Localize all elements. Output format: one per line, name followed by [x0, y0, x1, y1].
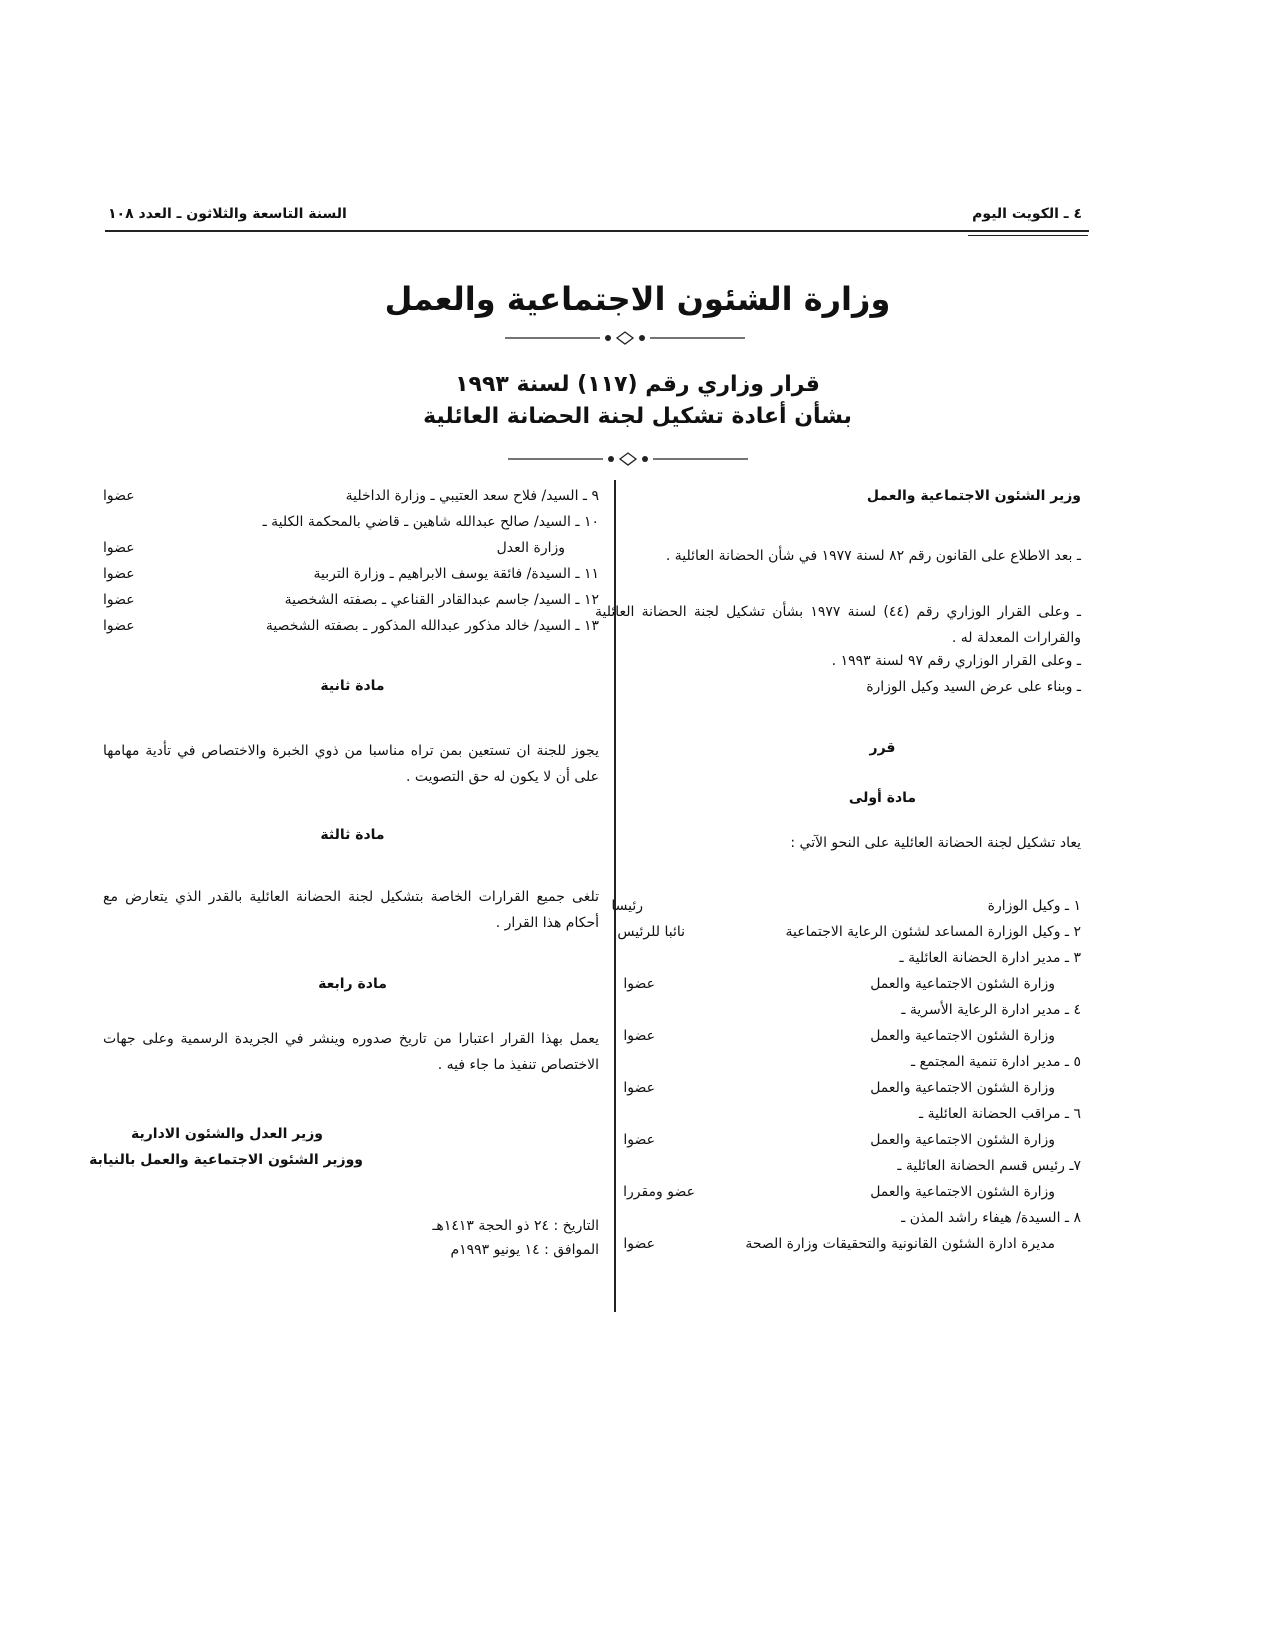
- signatory-line-2: ووزير الشئون الاجتماعية والعمل بالنيابة: [89, 1152, 363, 1168]
- article-3-text: تلغى جميع القرارات الخاصة بتشكيل لجنة الحضانة العائلية بالقدر الذي يتعارض مع أحكام هذا القرار .: [103, 889, 599, 931]
- signatory-line-1: وزير العدل والشئون الادارية: [130, 1126, 323, 1142]
- member-role: عضوا: [103, 566, 135, 582]
- member-name: ٦ ـ مراقب الحضانة العائلية ـ: [919, 1106, 1081, 1122]
- member-name: وزارة الشئون الاجتماعية والعمل: [870, 976, 1055, 992]
- member-name: ٤ ـ مدير ادارة الرعاية الأسرية ـ: [901, 1002, 1081, 1018]
- article-2-heading: مادة ثانية: [320, 678, 385, 694]
- preamble-4: ـ وبناء على عرض السيد وكيل الوزارة: [866, 679, 1081, 695]
- member-name: ٣ ـ مدير ادارة الحضانة العائلية ـ: [899, 950, 1081, 966]
- date-gregorian: الموافق : ١٤ يونيو ١٩٩٣م: [450, 1242, 599, 1258]
- preamble-1: ـ بعد الاطلاع على القانون رقم ٨٢ لسنة ١٩٧٧ في شأن الحضانة العائلية .: [665, 548, 1081, 564]
- preamble-3: ـ وعلى القرار الوزاري رقم ٩٧ لسنة ١٩٩٣ .: [831, 653, 1081, 669]
- date-hijri: التاريخ : ٢٤ ذو الحجة ١٤١٣هـ: [432, 1218, 599, 1234]
- member-name: وزارة الشئون الاجتماعية والعمل: [870, 1080, 1055, 1096]
- preamble-2: ـ وعلى القرار الوزاري رقم (٤٤) لسنة ١٩٧٧ بشأن تشكيل لجنة الحضانة العائلية والقرارات المعدلة له .: [595, 604, 1081, 646]
- article-2-text: يجوز للجنة ان تستعين بمن تراه مناسبا من ذوي الخبرة والاختصاص في تأدية مهامها على أن لا يكون له حق التصويت .: [103, 743, 599, 785]
- member-role: نائبا للرئيس: [617, 924, 685, 940]
- member-role: رئيسا: [611, 898, 643, 914]
- decree-title: قرار وزاري رقم (١١٧) لسنة ١٩٩٣: [455, 372, 820, 397]
- member-role: عضوا: [623, 1236, 655, 1252]
- member-name: ٩ ـ السيد/ فلاح سعد العتيبي ـ وزارة الداخلية: [345, 488, 599, 504]
- ornament-divider: [505, 331, 745, 345]
- page-title: ٤ ـ الكويت اليوم: [972, 206, 1082, 222]
- ministry-title: وزارة الشئون الاجتماعية والعمل: [384, 280, 891, 318]
- decided-heading: قرر: [869, 740, 896, 756]
- member-name: ١٢ ـ السيد/ جاسم عبدالقادر القناعي ـ بصفته الشخصية: [284, 592, 599, 608]
- article-4-heading: مادة رابعة: [318, 976, 387, 992]
- member-role: عضوا: [103, 488, 135, 504]
- member-name: ٢ ـ وكيل الوزارة المساعد لشئون الرعاية الاجتماعية: [785, 924, 1081, 940]
- member-name: ١٣ ـ السيد/ خالد مذكور عبدالله المذكور ـ بصفته الشخصية: [265, 618, 599, 634]
- member-role: عضو ومقررا: [623, 1184, 695, 1200]
- member-name: وزارة الشئون الاجتماعية والعمل: [870, 1184, 1055, 1200]
- member-name: ١١ ـ السيدة/ فائقة يوسف الابراهيم ـ وزارة التربية: [313, 566, 599, 582]
- member-role: عضوا: [103, 540, 135, 556]
- header-rule-short: [968, 235, 1088, 236]
- ornament-divider-2: [508, 452, 748, 466]
- member-name: وزارة الشئون الاجتماعية والعمل: [870, 1132, 1055, 1148]
- article-1-heading: مادة أولى: [848, 790, 917, 806]
- member-name: ٨ ـ السيدة/ هيفاء راشد المذن ـ: [901, 1210, 1081, 1226]
- member-name: ٧ـ رئيس قسم الحضانة العائلية ـ: [897, 1158, 1081, 1174]
- article-1-text: يعاد تشكيل لجنة الحضانة العائلية على النحو الآتي :: [790, 835, 1081, 851]
- member-role: عضوا: [623, 1132, 655, 1148]
- issuer: وزير الشئون الاجتماعية والعمل: [866, 488, 1081, 504]
- article-4-text: يعمل بهذا القرار اعتبارا من تاريخ صدوره وينشر في الجريدة الرسمية وعلى جهات الاختصاص تنفيذ ما جاء فيه .: [103, 1031, 599, 1073]
- member-name: وزارة الشئون الاجتماعية والعمل: [870, 1028, 1055, 1044]
- member-name: ٥ ـ مدير ادارة تنمية المجتمع ـ: [910, 1054, 1081, 1070]
- member-role: عضوا: [623, 1080, 655, 1096]
- member-role: عضوا: [103, 618, 135, 634]
- member-role: عضوا: [623, 976, 655, 992]
- member-role: عضوا: [103, 592, 135, 608]
- member-name: ١ ـ وكيل الوزارة: [987, 898, 1081, 914]
- decree-subject: بشأن أعادة تشكيل لجنة الحضانة العائلية: [423, 404, 852, 429]
- member-name: وزارة العدل: [496, 540, 565, 556]
- member-role: عضوا: [623, 1028, 655, 1044]
- member-name: مديرة ادارة الشئون القانونية والتحقيقات وزارة الصحة: [745, 1236, 1055, 1252]
- member-name: ١٠ ـ السيد/ صالح عبدالله شاهين ـ قاضي بالمحكمة الكلية ـ: [262, 514, 599, 530]
- issue-info: السنة التاسعة والثلاثون ـ العدد ١٠٨: [108, 206, 347, 222]
- header-rule: [105, 230, 1089, 232]
- article-3-heading: مادة ثالثة: [320, 827, 385, 843]
